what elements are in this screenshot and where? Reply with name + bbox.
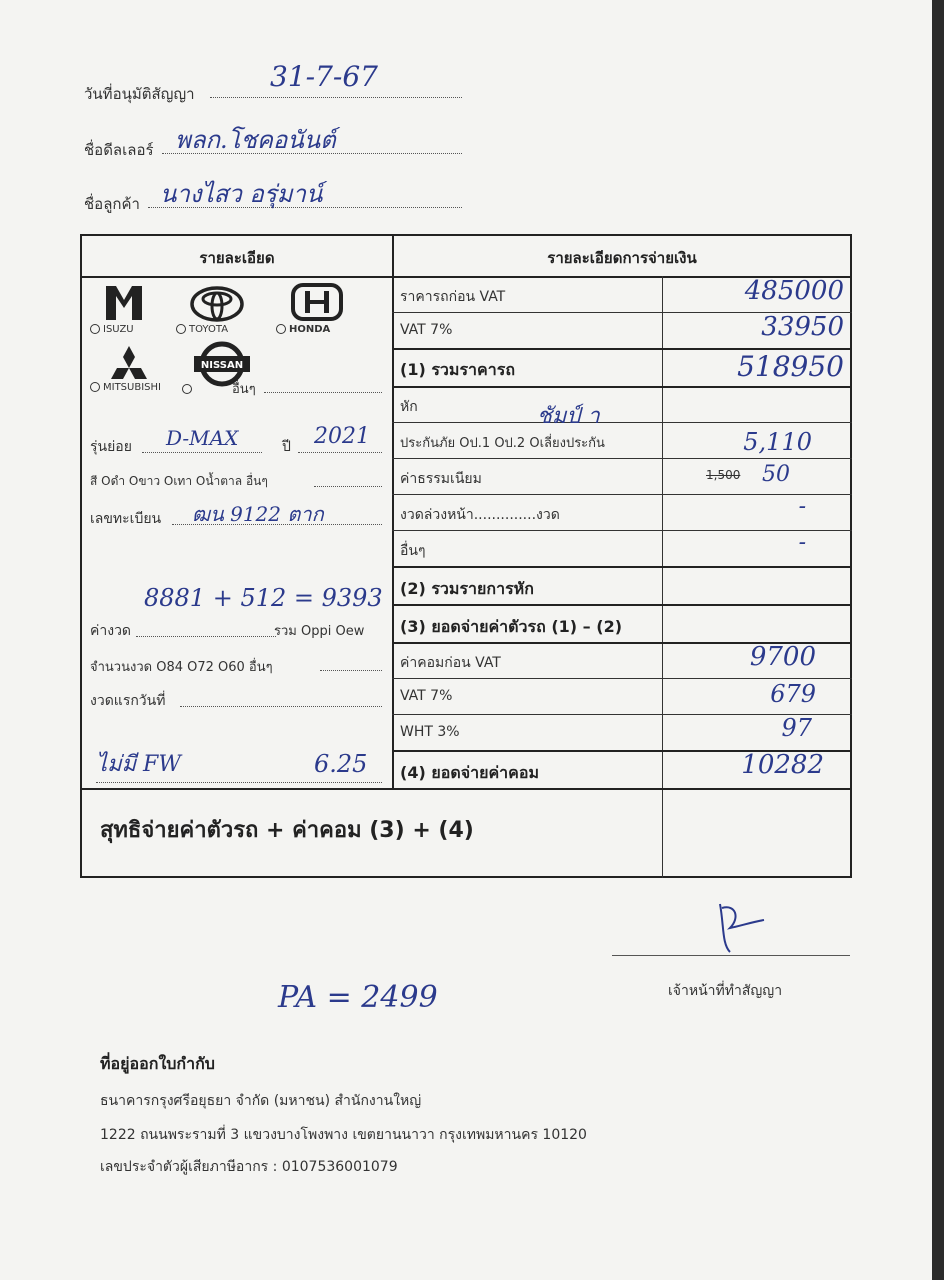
model-label: รุ่นย่อย (90, 439, 132, 455)
terms-options[interactable]: จำนวนงวด O84 O72 O60 อื่นๆ (90, 660, 273, 675)
installment-suffix: รวม Oppi Oew (274, 624, 365, 639)
approval-date-label: วันที่อนุมัติสัญญา (84, 85, 195, 103)
isuzu-logo-icon (104, 284, 144, 322)
handwritten-pa-note: PA = 2499 (278, 980, 438, 1015)
value-commission-before-vat: 9700 (749, 642, 816, 672)
footer-line1: ธนาคารกรุงศรีอยุธยา จำกัด (มหาชน) สำนักงานใหญ่ (100, 1093, 422, 1109)
footer-title: ที่อยู่ออกใบกำกับ (100, 1054, 215, 1073)
note-right: 6.25 (314, 750, 368, 778)
note-left: ไม่มี FW (96, 752, 181, 777)
row-deduct: หัก (400, 399, 418, 415)
row-vat: VAT 7% (400, 322, 453, 338)
value-price-before-vat: 485000 (744, 276, 844, 306)
value-commission-payment: 10282 (741, 750, 824, 780)
row-advance-installment: งวดล่วงหน้า..............งวด (400, 507, 560, 523)
value-fee-struck: 1,500 (706, 468, 741, 482)
approval-date-line (210, 97, 462, 98)
installment-value: 8881 + 512 = 9393 (144, 584, 383, 612)
signature-line (612, 955, 850, 956)
value-fee: 50 (762, 462, 790, 487)
plate-label: เลขทะเบียน (90, 511, 162, 527)
svg-text:NISSAN: NISSAN (200, 360, 244, 371)
brand-honda[interactable]: HONDA (276, 324, 330, 335)
brand-mitsubishi[interactable]: MITSUBISHI (90, 382, 161, 393)
row-total-deductions: (2) รวมรายการหัก (400, 579, 534, 598)
plate-value: ฒน 9122 ตาก (192, 502, 324, 526)
approval-date-value: 31-7-67 (270, 60, 378, 93)
customer-label: ชื่อลูกค้า (84, 195, 140, 213)
value-wht: 97 (781, 714, 812, 742)
signature-caption: เจ้าหน้าที่ทำสัญญา (668, 983, 783, 999)
row-total-car-price: (1) รวมราคารถ (400, 360, 515, 379)
left-panel-title: รายละเอียด (199, 249, 275, 267)
model-value: D-MAX (166, 426, 239, 450)
row-commission-before-vat: ค่าคอมก่อน VAT (400, 655, 501, 671)
row-fee: ค่าธรรมเนียม (400, 471, 482, 487)
year-label: ปี (282, 439, 291, 455)
signature-mark (700, 896, 770, 956)
value-vat: 33950 (761, 312, 844, 342)
color-options[interactable]: สี Oดำ Oขาว Oเทา Oน้ำตาล อื่นๆ (90, 474, 268, 488)
footer-line3: เลขประจำตัวผู้เสียภาษีอากร : 0107536001079 (100, 1159, 398, 1175)
brand-isuzu[interactable]: ISUZU (90, 324, 134, 335)
installment-label: ค่างวด (90, 623, 132, 639)
customer-value: นางไสว อรุ่มาน์ (160, 180, 323, 208)
value-other: - (798, 530, 806, 555)
row-commission-payment: (4) ยอดจ่ายค่าคอม (400, 763, 539, 782)
right-panel-title: รายละเอียดการจ่ายเงิน (547, 249, 697, 267)
row-price-before-vat: ราคารถก่อน VAT (400, 289, 506, 305)
value-deduct-note: ชัมป์ า (537, 404, 600, 429)
brand-other-label: อื่นๆ (232, 382, 256, 397)
mitsubishi-logo-icon (106, 344, 152, 384)
value-advance: - (798, 494, 806, 519)
brand-nissan-radio[interactable] (182, 384, 192, 394)
row-wht: WHT 3% (400, 724, 460, 740)
row-insurance: ประกันภัย Oป.1 Oป.2 Oเลี่ยงประกัน (400, 436, 605, 451)
dealer-label: ชื่อดีลเลอร์ (84, 141, 154, 159)
value-insurance: 5,110 (743, 428, 812, 456)
toyota-logo-icon (190, 286, 244, 322)
row-other: อื่นๆ (400, 543, 426, 559)
brand-toyota[interactable]: TOYOTA (176, 324, 228, 335)
row-car-payment: (3) ยอดจ่ายค่าตัวรถ (1) – (2) (400, 617, 623, 636)
footer-line2: 1222 ถนนพระรามที่ 3 แขวงบางโพงพาง เขตยานนาวา กรุงเทพมหานคร 10120 (100, 1127, 587, 1143)
page-edge-shadow (932, 0, 944, 1280)
year-value: 2021 (314, 424, 370, 449)
net-total-label: สุทธิจ่ายค่าตัวรถ + ค่าคอม (3) + (4) (100, 818, 474, 843)
dealer-value: พลก.โชคอนันต์ (175, 126, 336, 154)
honda-logo-icon (290, 282, 344, 322)
value-commission-vat: 679 (770, 680, 816, 708)
row-commission-vat: VAT 7% (400, 688, 453, 704)
payment-table (80, 234, 852, 878)
value-total-car-price: 518950 (737, 350, 844, 383)
first-due-label: งวดแรกวันที่ (90, 693, 166, 709)
